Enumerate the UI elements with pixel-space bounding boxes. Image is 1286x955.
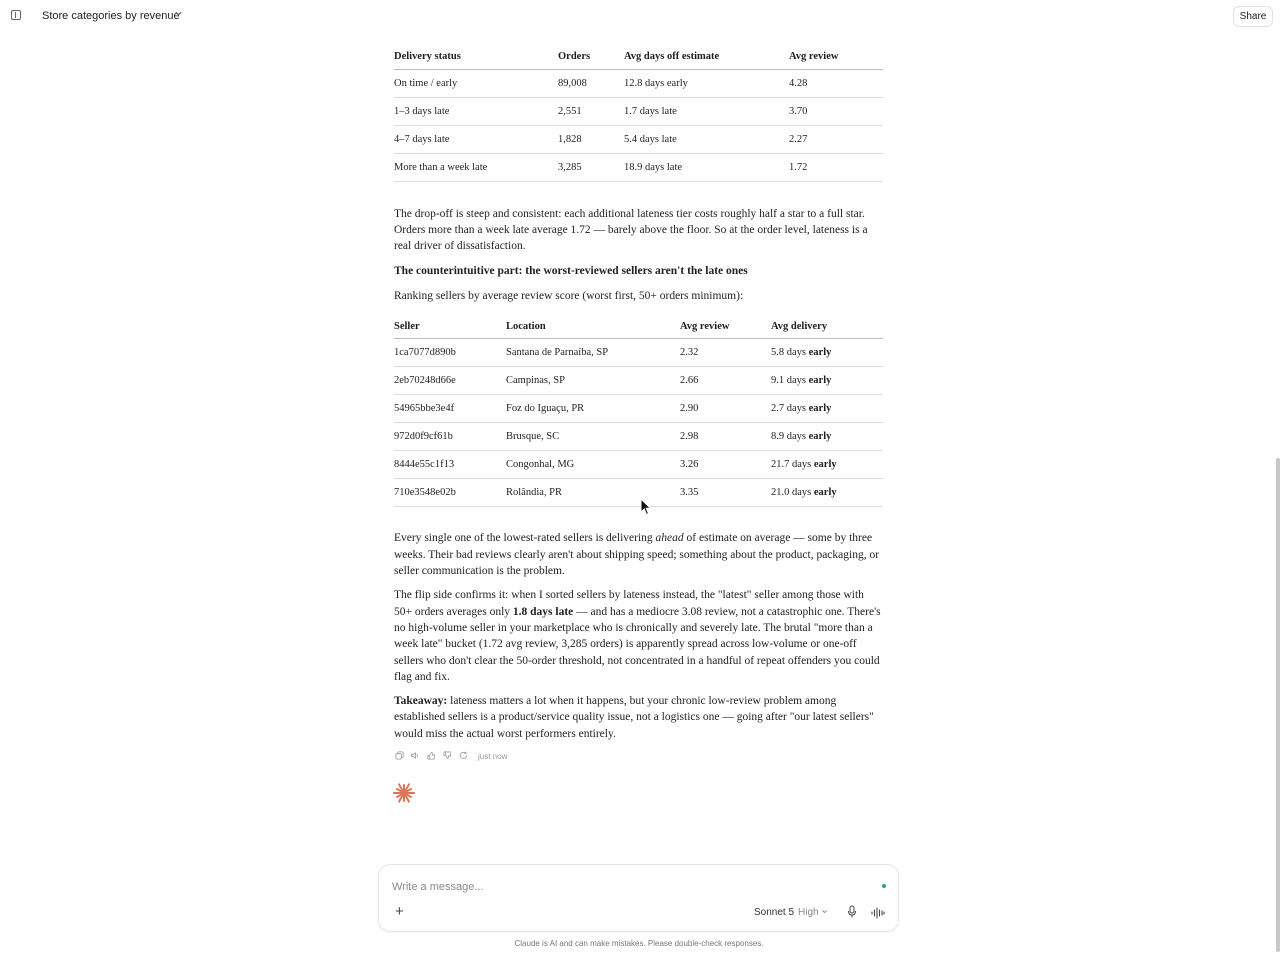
review-cell: 2.98	[680, 423, 771, 451]
delivery-word: early	[808, 347, 832, 359]
status-dot	[882, 884, 886, 888]
delivery-cell	[771, 395, 883, 423]
table-cell: 2.27	[789, 125, 883, 153]
column-header: Orders	[558, 44, 624, 69]
delivery-cell	[771, 423, 883, 451]
effort-label: High	[798, 907, 819, 918]
emphasis: ahead	[655, 532, 684, 545]
delivery-cell	[771, 339, 883, 367]
location-cell: Foz do Iguaçu, PR	[506, 395, 680, 423]
table-cell: 4.28	[789, 69, 883, 97]
table-row	[394, 69, 883, 97]
sidebar-toggle-icon[interactable]	[11, 10, 21, 20]
delivery-days: 2.7 days	[771, 403, 809, 415]
chevron-down-icon	[821, 908, 828, 915]
mouse-cursor-icon	[640, 498, 652, 516]
delivery-days: 21.7 days	[771, 459, 814, 471]
table-row	[394, 97, 883, 125]
scrollbar-thumb[interactable]	[1276, 458, 1280, 952]
review-cell: 2.66	[680, 367, 771, 395]
table-cell: 89,008	[558, 69, 624, 97]
add-attachment-button[interactable]: +	[395, 903, 404, 920]
seller-id-cell: 710e3548e02b	[394, 479, 506, 507]
delivery-word: early	[808, 375, 832, 387]
delivery-cell	[771, 479, 883, 507]
delivery-word: early	[808, 403, 832, 415]
review-cell: 3.26	[680, 451, 771, 479]
table-cell: On time / early	[394, 69, 558, 97]
text: — and has a mediocre 3.08 review, not a catastrophic one. There's no high-volume seller in your marketplace who is chronically and severely late. The brutal "more than a week late" bucket (1.72 avg review, 3,285 orders) is apparently spread across low-volume or one-off sellers who don't clear the 50-order threshold, not concentrated in a handful of repeat offenders you could flag and fix.	[394, 605, 881, 683]
seller-id-cell: 8444e55c1f13	[394, 451, 506, 479]
location-cell: Brusque, SC	[506, 423, 680, 451]
thumbs-down-icon[interactable]	[442, 751, 452, 761]
delivery-word: early	[813, 487, 837, 499]
takeaway-label: Takeaway:	[394, 695, 448, 708]
table-cell: 3.70	[789, 97, 883, 125]
seller-id-cell: 972d0f9cf61b	[394, 423, 506, 451]
message-composer	[378, 864, 899, 932]
text: The flip side confirms it: when I sorted sellers by lateness instead, the "latest" seller among those with 50+ orders averages only	[394, 589, 864, 618]
thumbs-up-icon[interactable]	[426, 751, 436, 761]
chevron-down-icon[interactable]	[174, 9, 183, 21]
column-header: Delivery status	[394, 44, 558, 69]
column-header: Avg delivery	[771, 314, 883, 339]
assistant-message	[394, 44, 883, 742]
delivery-days: 5.8 days	[771, 347, 809, 359]
paragraph-lowest-rated	[394, 530, 883, 579]
table-row	[394, 153, 883, 181]
table-header-row	[394, 44, 883, 69]
voice-mode-icon[interactable]	[871, 906, 885, 918]
table-row	[394, 367, 883, 395]
table-row	[394, 479, 883, 507]
table-row	[394, 423, 883, 451]
top-bar	[0, 0, 1286, 34]
copy-icon[interactable]	[394, 751, 404, 761]
claude-logo-icon	[393, 782, 415, 804]
table-row	[394, 395, 883, 423]
table-cell: 3,285	[558, 153, 624, 181]
table-cell: 18.9 days late	[624, 153, 789, 181]
text: Every single one of the lowest-rated sellers is delivering	[394, 532, 656, 545]
location-cell: Congonhal, MG	[506, 451, 680, 479]
delivery-days: 21.0 days	[771, 487, 814, 499]
delivery-status-table	[394, 44, 883, 182]
disclaimer: Claude is AI and can make mistakes. Please double-check responses.	[514, 939, 764, 948]
paragraph-flip-side	[394, 587, 883, 685]
seller-id-cell: 2eb70248d66e	[394, 367, 506, 395]
message-actions	[394, 750, 507, 762]
table-row	[394, 451, 883, 479]
chat-title[interactable]: Store categories by revenue	[42, 10, 180, 22]
retry-icon[interactable]	[458, 751, 468, 761]
location-cell: Santana de Parnaíba, SP	[506, 339, 680, 367]
column-header: Location	[506, 314, 680, 339]
section-heading: The counterintuitive part: the worst-reviewed sellers aren't the late ones	[394, 265, 748, 278]
delivery-word: early	[813, 459, 837, 471]
text: lateness matters a lot when it happens, but your chronic low-review problem among established sellers is a product/service quality issue, not a logistics one — going after "our latest sellers" would miss the actual worst performers entirely.	[394, 695, 874, 740]
effort-selector[interactable]	[798, 907, 828, 918]
share-button[interactable]: Share	[1233, 6, 1273, 27]
table-cell: 12.8 days early	[624, 69, 789, 97]
delivery-days: 8.9 days	[771, 431, 809, 443]
paragraph-ranking: Ranking sellers by average review score (worst first, 50+ orders minimum):	[394, 289, 744, 302]
table-cell: 1–3 days late	[394, 97, 558, 125]
location-cell: Rolândia, PR	[506, 479, 680, 507]
review-cell: 2.32	[680, 339, 771, 367]
review-cell: 3.35	[680, 479, 771, 507]
seller-id-cell: 54965bbe3e4f	[394, 395, 506, 423]
model-selector[interactable]: Sonnet 5	[754, 907, 795, 918]
seller-ranking-table	[394, 314, 883, 508]
table-cell: 1,828	[558, 125, 624, 153]
delivery-word: early	[808, 431, 832, 443]
text: of estimate on average — some by three weeks. Their bad reviews clearly aren't about shipping speed; something about the product, packaging, or seller communication is the problem.	[394, 532, 880, 578]
message-input[interactable]	[392, 879, 862, 895]
table-row	[394, 125, 883, 153]
microphone-icon[interactable]	[847, 905, 857, 919]
emphasis: 1.8 days late	[512, 605, 574, 618]
column-header: Seller	[394, 314, 506, 339]
column-header: Avg review	[680, 314, 771, 339]
table-header-row	[394, 314, 883, 339]
column-header: Avg review	[789, 44, 883, 69]
delivery-cell	[771, 451, 883, 479]
delivery-days: 9.1 days	[771, 375, 809, 387]
message-timestamp: just now	[478, 751, 508, 761]
location-cell: Campinas, SP	[506, 367, 680, 395]
delivery-cell	[771, 367, 883, 395]
table-cell: 5.4 days late	[624, 125, 789, 153]
speaker-icon[interactable]	[410, 751, 420, 761]
table-cell: 4–7 days late	[394, 125, 558, 153]
table-cell: More than a week late	[394, 153, 558, 181]
paragraph-takeaway	[394, 693, 883, 742]
review-cell: 2.90	[680, 395, 771, 423]
table-cell: 1.7 days late	[624, 97, 789, 125]
seller-id-cell: 1ca7077d890b	[394, 339, 506, 367]
paragraph-lateness: The drop-off is steep and consistent: each additional lateness tier costs roughly half a star to a full star. Orders more than a week late average 1.72 — barely above the floor. So at the order level, lateness is a real driver of dissatisfaction.	[394, 207, 868, 253]
table-cell: 1.72	[789, 153, 883, 181]
table-cell: 2,551	[558, 97, 624, 125]
table-row	[394, 339, 883, 367]
column-header: Avg days off estimate	[624, 44, 789, 69]
